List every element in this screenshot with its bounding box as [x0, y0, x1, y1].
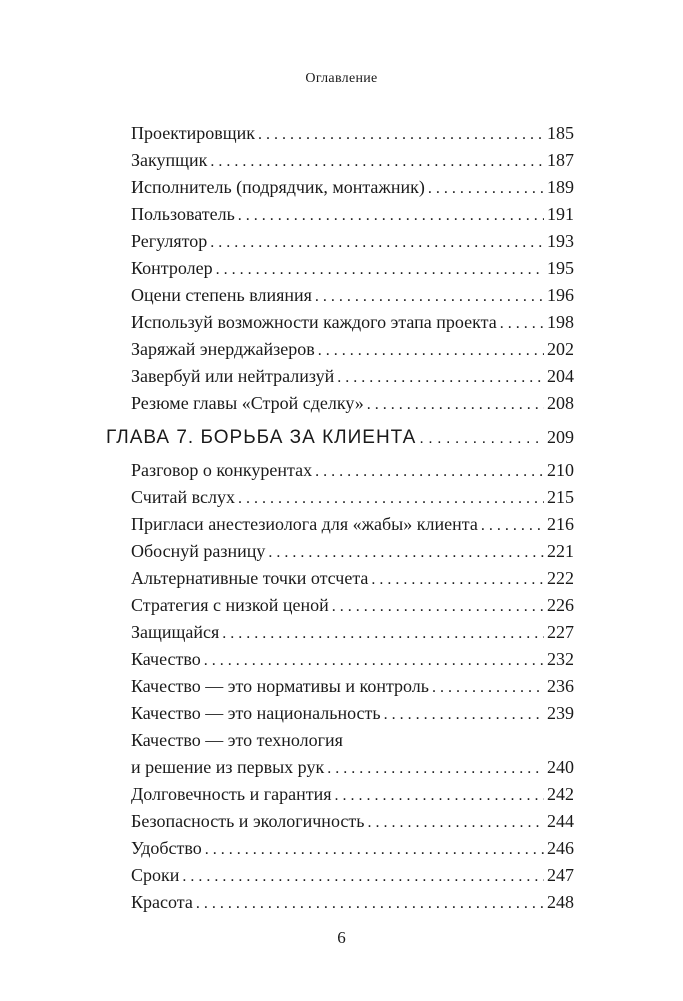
toc-entry[interactable]: [131, 203, 574, 225]
toc-entry-page: 216: [547, 514, 574, 534]
running-header: Оглавление: [305, 71, 378, 86]
toc-entry-title-line1: Качество — это технология: [131, 730, 343, 750]
dot-leader: [371, 569, 544, 591]
dot-leader: [432, 677, 544, 699]
toc-entry-page: 189: [547, 177, 574, 197]
toc-entry-page: 232: [547, 649, 574, 669]
dot-leader: [327, 758, 544, 780]
toc-entry[interactable]: [131, 864, 574, 886]
toc-entry-title: Качество — это национальность: [131, 703, 381, 723]
toc-entry-title: Качество: [131, 649, 201, 669]
toc-entry-title: и решение из первых рук: [131, 757, 325, 777]
dot-leader: [315, 461, 544, 483]
toc-entry-page: 239: [547, 703, 574, 723]
toc-entry-page: 226: [547, 595, 574, 615]
toc-entry[interactable]: [131, 122, 574, 144]
toc-entry[interactable]: [131, 783, 574, 805]
toc-entry-title: Долговечность и гарантия: [131, 784, 332, 804]
toc-entry-title: Используй возможности каждого этапа проекта: [131, 312, 497, 332]
toc-entry-page: 196: [547, 285, 574, 305]
dot-leader: [238, 205, 544, 227]
dot-leader: [318, 340, 544, 362]
toc-entry[interactable]: [131, 284, 574, 306]
toc-entry-title: Закупщик: [131, 150, 208, 170]
toc-entry-title: Безопасность и экологичность: [131, 811, 365, 831]
toc-entry-title: Завербуй или нейтрализуй: [131, 366, 335, 386]
dot-leader: [337, 367, 544, 389]
toc-entry-page: 215: [547, 487, 574, 507]
toc-entry-title: Стратегия с низкой ценой: [131, 595, 329, 615]
toc-entry-page: 246: [547, 838, 574, 858]
toc-entry-page: 221: [547, 541, 574, 561]
dot-leader: [258, 124, 544, 146]
toc-entry-title: Исполнитель (подрядчик, монтажник): [131, 177, 425, 197]
toc-entry[interactable]: [131, 486, 574, 508]
dot-leader: [500, 313, 544, 335]
toc-entry[interactable]: [131, 257, 574, 279]
toc-chapter-heading[interactable]: [106, 426, 574, 448]
toc-entry[interactable]: [131, 756, 574, 778]
toc-entry-page: 240: [547, 757, 574, 777]
toc-entry-page: 222: [547, 568, 574, 588]
toc-entry[interactable]: [131, 513, 574, 535]
toc-entry-title: Считай вслух: [131, 487, 236, 507]
toc-entry-title: Разговор о конкурентах: [131, 460, 313, 480]
dot-leader: [367, 812, 544, 834]
dot-leader: [367, 394, 544, 416]
dot-leader: [332, 596, 544, 618]
toc-entry-page: 198: [547, 312, 574, 332]
toc-entry-page: 210: [547, 460, 574, 480]
toc-chapter-title: ГЛАВА 7. БОРЬБА ЗА КЛИЕНТА: [106, 427, 417, 448]
toc-entry-title: Красота: [131, 892, 193, 912]
toc-entry[interactable]: [131, 540, 574, 562]
toc-entry[interactable]: [131, 230, 574, 252]
dot-leader: [216, 259, 544, 281]
toc-entry-page: 195: [547, 258, 574, 278]
toc-entry-title: Удобство: [131, 838, 202, 858]
toc-entry-page: 208: [547, 393, 574, 413]
dot-leader: [238, 488, 544, 510]
toc-entry[interactable]: [131, 594, 574, 616]
toc-entry[interactable]: [131, 837, 574, 859]
toc-entry-title: Защищайся: [131, 622, 220, 642]
toc-entry[interactable]: [131, 567, 574, 589]
toc-entry-page: 242: [547, 784, 574, 804]
page-number: 6: [337, 928, 346, 947]
toc-entry-title: Заряжай энерджайзеров: [131, 339, 315, 359]
toc-entry-title: Качество — это нормативы и контроль: [131, 676, 429, 696]
toc-entry-page: 202: [547, 339, 574, 359]
dot-leader: [315, 286, 544, 308]
dot-leader: [204, 650, 544, 672]
toc-entry-title: Альтернативные точки отсчета: [131, 568, 369, 588]
toc-entry-page: 209: [547, 427, 574, 447]
toc-entry-title: Обоснуй разницу: [131, 541, 266, 561]
dot-leader: [335, 785, 545, 807]
toc-entry-page: 185: [547, 123, 574, 143]
toc-entry-title: Пользователь: [131, 204, 235, 224]
toc-entry-page: 204: [547, 366, 574, 386]
dot-leader: [196, 893, 544, 915]
toc-entry-page: 193: [547, 231, 574, 251]
dot-leader: [384, 704, 544, 726]
dot-leader: [210, 151, 544, 173]
toc-entry-title: Оцени степень влияния: [131, 285, 312, 305]
toc-entry[interactable]: [131, 621, 574, 643]
dot-leader: [222, 623, 544, 645]
toc-entry-title: Резюме главы «Строй сделку»: [131, 393, 364, 413]
toc-entry-title: Пригласи анестезиолога для «жабы» клиента: [131, 514, 478, 534]
toc-entry-title: Регулятор: [131, 231, 208, 251]
toc-entry-page: 227: [547, 622, 574, 642]
toc-entry-page: 187: [547, 150, 574, 170]
toc-entry[interactable]: [131, 648, 574, 670]
toc-entry[interactable]: [131, 365, 574, 387]
toc-entry[interactable]: [131, 459, 574, 481]
toc-entry[interactable]: [131, 675, 574, 697]
toc-entry[interactable]: [131, 176, 574, 198]
toc-entry-page: 247: [547, 865, 574, 885]
toc-entry[interactable]: [131, 702, 574, 724]
toc-entry-page: 244: [547, 811, 574, 831]
dot-leader: [419, 428, 544, 450]
toc-entry[interactable]: [131, 338, 574, 360]
toc-entry-title: Проектировщик: [131, 123, 255, 143]
toc-entry-page: 248: [547, 892, 574, 912]
dot-leader: [205, 839, 544, 861]
toc-entry-page: 236: [547, 676, 574, 696]
toc-entry[interactable]: [131, 392, 574, 414]
toc-entry[interactable]: [131, 891, 574, 913]
dot-leader: [428, 178, 544, 200]
dot-leader: [182, 866, 544, 888]
dot-leader: [481, 515, 544, 537]
dot-leader: [268, 542, 544, 564]
toc-entry-title: Контролер: [131, 258, 213, 278]
toc-entry-title: Сроки: [131, 865, 180, 885]
dot-leader: [210, 232, 544, 254]
toc-entry[interactable]: [131, 810, 574, 832]
toc-entry[interactable]: [131, 311, 574, 333]
toc-entry-page: 191: [547, 204, 574, 224]
toc-entry[interactable]: [131, 149, 574, 171]
